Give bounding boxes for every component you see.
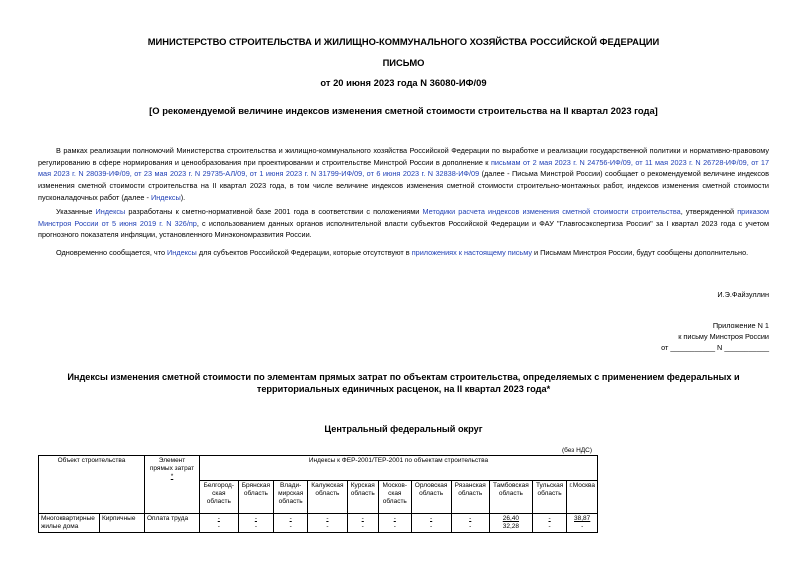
region-3: Калужская область (308, 481, 347, 514)
table-header-row (39, 456, 598, 481)
row-element: Оплата труда (145, 514, 200, 533)
appendix-line-1: Приложение N 1 (712, 321, 769, 330)
p2-text-1: Указанные (56, 207, 96, 216)
header-object: Объект строительства (39, 456, 145, 514)
header-element-label: Элемент прямых затрат (149, 457, 195, 472)
header-element-mark: * (170, 473, 174, 480)
document-subject: [О рекомендуемой величине индексов изменения сметной стоимости строительства на II квартал 2023 года] (149, 105, 658, 116)
table-row (39, 514, 598, 533)
p1-text-1: В рамках реализации полномочий Министерства строительства и жилищно-коммунального хозяйства Российской Федерации по выработке и реализации государственной политики и нормативно-правовому регулированию в сфере нормирования и ценообразования при проектировании и строительстве Минстрой России в дополнение к (38, 146, 769, 167)
value-cell: - - (411, 514, 451, 533)
header-element (145, 456, 200, 514)
row-material: Кирпичные (100, 514, 145, 533)
value-cell: - - (274, 514, 308, 533)
paragraph-2 (38, 206, 769, 241)
paragraph-3 (38, 247, 769, 259)
region-6: Орловская область (411, 481, 451, 514)
p2-text-3: , утвержденной (680, 207, 738, 216)
p2-text-4: , с использованием данных органов исполнительной власти субъектов Российской Федерации и ФАУ "Главгосэкспертиза России" за I квартал 2023 года с учетом прогнозного показателя инфляции, установленного Минэкономразвития России. (38, 218, 769, 240)
p3-text-3: и Письмам Минстроя России, будут сообщены дополнительно. (531, 248, 749, 257)
signer-name: И.Э.Файзуллин (717, 290, 769, 299)
region-10: г.Москва (567, 481, 598, 514)
appendix-line-2: к письму Минстроя России (678, 332, 769, 341)
p2-text-2: разработаны к сметно-нормативной базе 2001 года в соответствии с положениями (125, 207, 423, 216)
document-date: от 20 июня 2023 года N 36080-ИФ/09 (320, 77, 487, 88)
value-cell: - - (532, 514, 566, 533)
district-title: Центральный федеральный округ (324, 424, 483, 434)
indices-link-2[interactable]: Индексы (95, 207, 126, 216)
p3-text-1: Одновременно сообщается, что (56, 248, 168, 257)
value-cell: - - (451, 514, 489, 533)
region-2: Влади-мирская область (274, 481, 308, 514)
letters-link[interactable]: письмам от 2 мая 2023 г. N 24756-ИФ/09, от 11 мая 2023 г. N 26728-ИФ/09, от 17 мая 2023 г. N 28039-ИФ/09, от 23 мая 2023 г. N 29735-АЛ/09, от 1 июня 2023 г. N 31799-ИФ/09, от 6 июня 2023 г. N 32838-ИФ/09 (38, 157, 769, 179)
region-0: Белгород-ская область (200, 481, 239, 514)
p1-text-3: ). (180, 192, 186, 202)
appendix-header (661, 320, 769, 353)
table-title: Индексы изменения сметной стоимости по элементам прямых затрат по объектам строительства, определяемых с применением федеральных и территориальных единичных расценок, на II квартал 2023 года* (67, 372, 740, 394)
methodology-link[interactable]: Методики расчета индексов изменения сметной стоимости строительства (422, 207, 681, 216)
region-4: Курская область (347, 481, 378, 514)
indices-link-3[interactable]: Индексы (167, 248, 197, 257)
p3-text-2: для субъектов Российской Федерации, которые отсутствуют в (196, 248, 412, 257)
value-cell: - - (200, 514, 239, 533)
region-1: Брянская область (238, 481, 273, 514)
region-5: Москов-ская область (378, 481, 411, 514)
region-7: Рязанская область (451, 481, 489, 514)
indices-link[interactable]: Индексы (150, 192, 181, 202)
value-cell: - - (238, 514, 273, 533)
vat-note: (без НДС) (562, 447, 593, 454)
paragraph-1 (38, 145, 769, 204)
value-cell: - - (378, 514, 411, 533)
document-type: ПИСЬМО (382, 57, 425, 68)
value-cell: - - (308, 514, 347, 533)
value-cell: 38,87 - (567, 514, 598, 533)
appendix-line-3: от ___________ N ___________ (661, 343, 769, 352)
order-link[interactable]: приказом Минстроя России от 5 июня 2019 г. N 326/пр (38, 207, 769, 228)
ministry-title: МИНИСТЕРСТВО СТРОИТЕЛЬСТВА И ЖИЛИЩНО-КОММУНАЛЬНОГО ХОЗЯЙСТВА РОССИЙСКОЙ ФЕДЕРАЦИИ (147, 36, 660, 47)
p1-text-2: (далее - Письма Минстрой России) сообщает о рекомендуемой величине индексов изменения сметной стоимости строительства на II квартал 2023 года, в том числе величине индексов изменения сметной стоимости строительно-монтажных работ, индексов изменения сметной стоимости пусконаладочных работ (далее - (38, 169, 769, 202)
header-indices: Индексы к ФЕР-2001/ТЕР-2001 по объектам строительства (200, 456, 598, 481)
region-8: Тамбовская область (489, 481, 532, 514)
row-object: Многоквартирные жилые дома (39, 514, 100, 533)
value-cell: 26,40 32,28 (489, 514, 532, 533)
appendices-link[interactable]: приложениях к настоящему письму (411, 248, 532, 257)
indices-table (38, 455, 598, 533)
value-cell: - - (347, 514, 378, 533)
region-9: Тульская область (532, 481, 566, 514)
